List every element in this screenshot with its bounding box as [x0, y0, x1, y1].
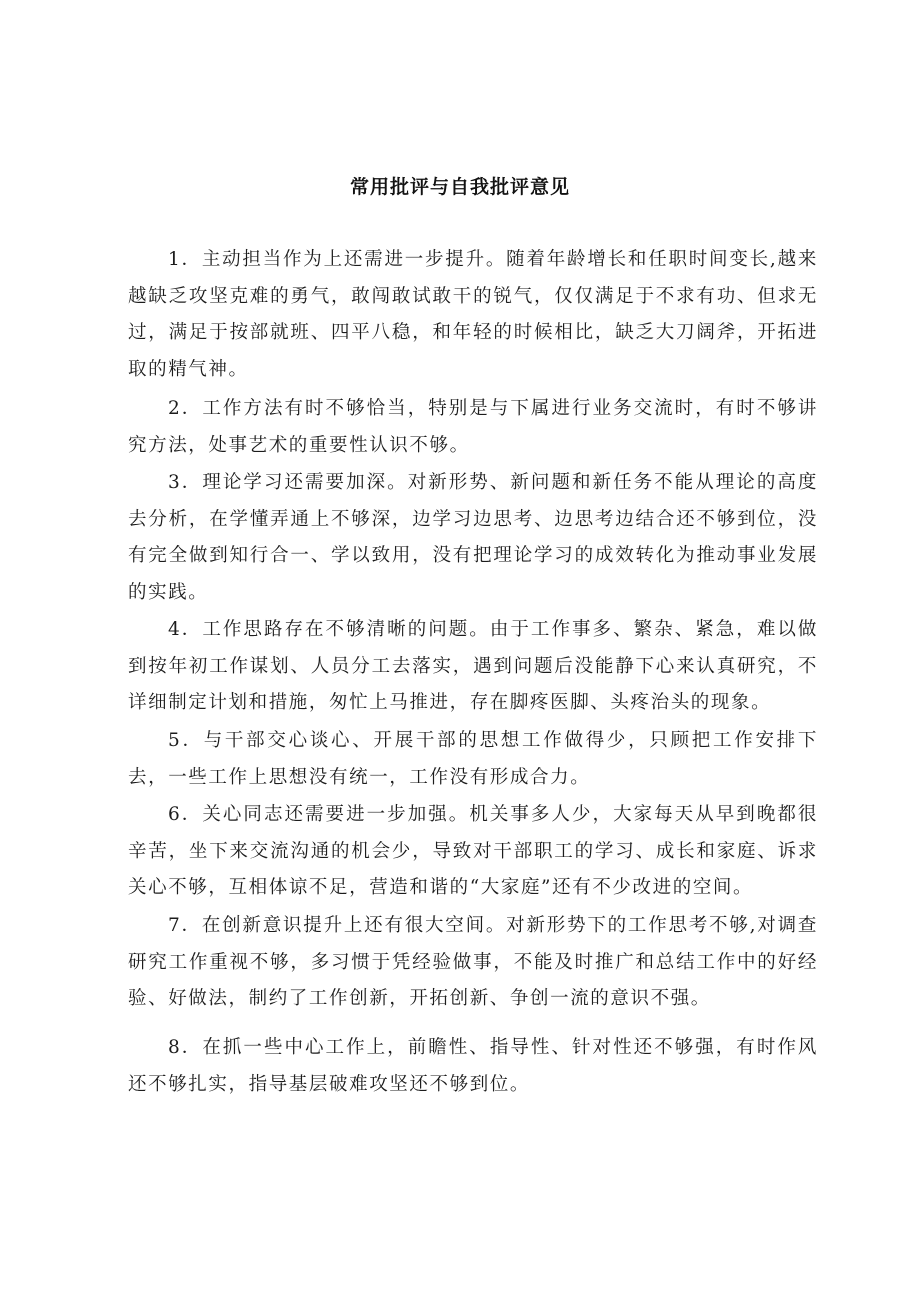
paragraph-2: 2．工作方法有时不够恰当，特别是与下属进行业务交流时，有时不够讲究方法，处事艺术的重要性认识不够。	[128, 398, 818, 456]
paragraph-8: 8．在抓一些中心工作上，前瞻性、指导性、针对性还不够强，有时作风还不够扎实，指导基层破难攻坚还不够到位。	[128, 1037, 818, 1095]
paragraph-3: 3．理论学习还需要加深。对新形势、新问题和新任务不能从理论的高度去分析，在学懂弄通上不够深，边学习边思考、边思考边结合还不够到位，没有完全做到知行合一、学以致用，没有把理论学习的成效转化为推动事业发展的实践。	[128, 472, 818, 603]
paragraph-4: 4．工作思路存在不够清晰的问题。由于工作事多、繁杂、紧急，难以做到按年初工作谋划、人员分工去落实，遇到问题后没能静下心来认真研究，不详细制定计划和措施，匆忙上马推进，存在脚疼医脚、头疼治头的现象。	[128, 619, 818, 713]
document-title: 常用批评与自我批评意见	[349, 176, 570, 198]
paragraph-5: 5．与干部交心谈心、开展干部的思想工作做得少，只顾把工作安排下去，一些工作上思想没有统一，工作没有形成合力。	[128, 730, 818, 788]
paragraph-7: 7．在创新意识提升上还有很大空间。对新形势下的工作思考不够,对调查研究工作重视不够，多习惯于凭经验做事，不能及时推广和总结工作中的好经验、好做法，制约了工作创新，开拓创新、争创一流的意识不强。	[128, 915, 818, 1009]
paragraph-6: 6．关心同志还需要进一步加强。机关事多人少，大家每天从早到晚都很辛苦，坐下来交流沟通的机会少，导致对干部职工的学习、成长和家庭、诉求关心不够，互相体谅不足，营造和谐的“大家庭”还有不少改进的空间。	[128, 804, 818, 898]
paragraph-1: 1．主动担当作为上还需进一步提升。随着年龄增长和任职时间变长,越来越缺乏攻坚克难的勇气，敢闯敢试敢干的锐气，仅仅满足于不求有功、但求无过，满足于按部就班、四平八稳，和年轻的时候相比，缺乏大刀阔斧，开拓进取的精气神。	[128, 249, 818, 380]
